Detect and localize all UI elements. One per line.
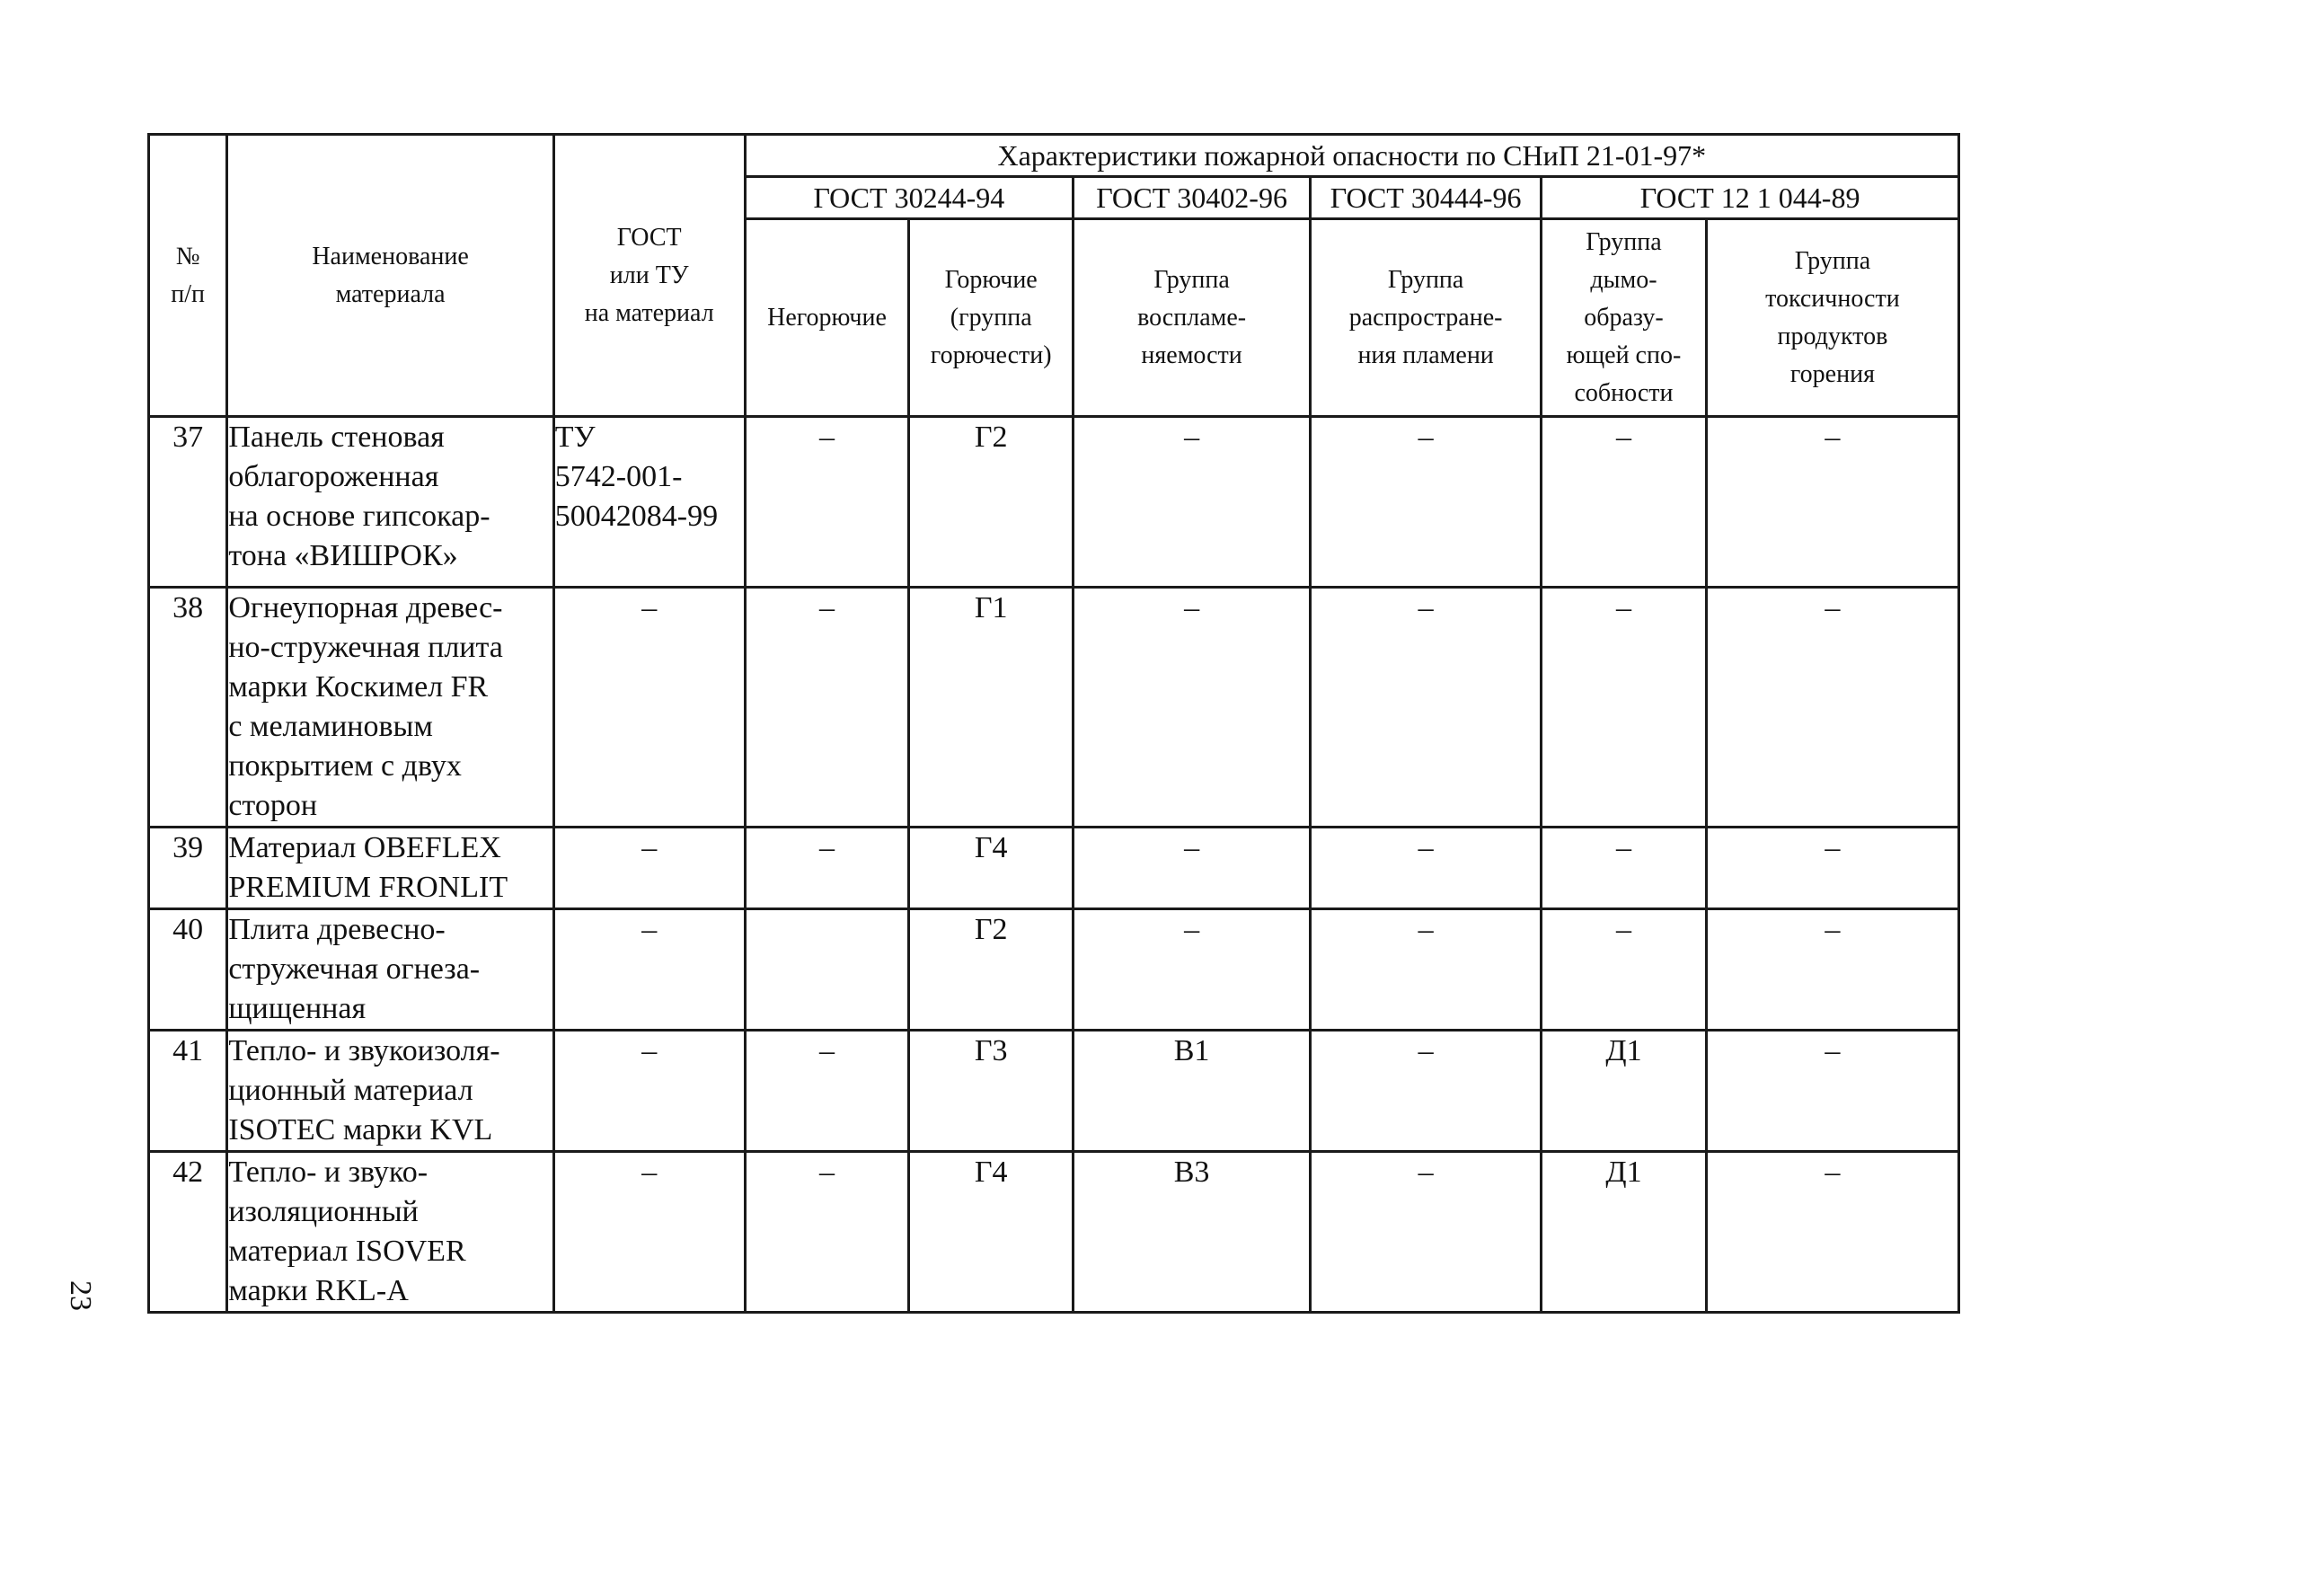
- table-row: [149, 1152, 1959, 1313]
- row-toxicity: –: [1706, 588, 1958, 828]
- header-num: № п/п: [149, 135, 227, 417]
- row-gost: –: [553, 1031, 745, 1152]
- row-smoke: Д1: [1542, 1152, 1707, 1313]
- row-noncombustible: –: [745, 1152, 909, 1313]
- page-number: 23: [64, 1280, 97, 1311]
- table-row: [149, 909, 1959, 1031]
- row-smoke: –: [1542, 828, 1707, 909]
- table-row: [149, 417, 1959, 588]
- row-ignitability: В1: [1074, 1031, 1311, 1152]
- row-material-name: Плита древесно- стружечная огнеза- щищенная: [227, 909, 553, 1031]
- header-toxicity: Группа токсичности продуктов горения: [1706, 219, 1958, 417]
- row-toxicity: –: [1706, 417, 1958, 588]
- header-noncombustible: Негорючие: [745, 219, 909, 417]
- header-name: Наименование материала: [227, 135, 553, 417]
- row-material-name: Тепло- и звуко- изоляционный материал ISOVER марки RKL-A: [227, 1152, 553, 1313]
- row-smoke: –: [1542, 909, 1707, 1031]
- row-num: 40: [149, 909, 227, 1031]
- header-smoke: Группа дымо- образу- ющей спо- собности: [1542, 219, 1707, 417]
- row-flame-spread: –: [1311, 1031, 1542, 1152]
- header-group-title: Характеристики пожарной опасности по СНиП 21-01-97*: [745, 135, 1958, 177]
- header-standard: ГОСТ 30402-96: [1074, 177, 1311, 219]
- header-gost: ГОСТ или ТУ на материал: [553, 135, 745, 417]
- row-num: 37: [149, 417, 227, 588]
- row-noncombustible: –: [745, 828, 909, 909]
- row-toxicity: –: [1706, 1031, 1958, 1152]
- row-flame-spread: –: [1311, 1152, 1542, 1313]
- row-noncombustible: –: [745, 417, 909, 588]
- row-smoke: –: [1542, 588, 1707, 828]
- row-combustible: Г1: [909, 588, 1074, 828]
- row-ignitability: –: [1074, 417, 1311, 588]
- header-combustible: Горючие (группа горючести): [909, 219, 1074, 417]
- row-material-name: Материал OBEFLEX PREMIUM FRONLIT: [227, 828, 553, 909]
- row-flame-spread: –: [1311, 417, 1542, 588]
- row-num: 39: [149, 828, 227, 909]
- row-combustible: Г4: [909, 828, 1074, 909]
- row-gost: –: [553, 909, 745, 1031]
- row-num: 42: [149, 1152, 227, 1313]
- row-smoke: Д1: [1542, 1031, 1707, 1152]
- header-standard: ГОСТ 30444-96: [1311, 177, 1542, 219]
- row-ignitability: –: [1074, 909, 1311, 1031]
- row-combustible: Г2: [909, 417, 1074, 588]
- row-combustible: Г4: [909, 1152, 1074, 1313]
- row-num: 38: [149, 588, 227, 828]
- row-flame-spread: –: [1311, 828, 1542, 909]
- row-toxicity: –: [1706, 909, 1958, 1031]
- row-gost: –: [553, 1152, 745, 1313]
- fire-hazard-table: [147, 133, 1960, 1314]
- row-flame-spread: –: [1311, 909, 1542, 1031]
- row-toxicity: –: [1706, 828, 1958, 909]
- row-smoke: –: [1542, 417, 1707, 588]
- row-flame-spread: –: [1311, 588, 1542, 828]
- table-row: [149, 1031, 1959, 1152]
- row-noncombustible: [745, 909, 909, 1031]
- header-standard: ГОСТ 30244-94: [745, 177, 1073, 219]
- row-ignitability: –: [1074, 588, 1311, 828]
- table-row: [149, 828, 1959, 909]
- row-gost: ТУ 5742-001- 50042084-99: [553, 417, 745, 588]
- row-material-name: Панель стеновая облагороженная на основе гипсокар- тона «ВИШРОК»: [227, 417, 553, 588]
- row-noncombustible: –: [745, 1031, 909, 1152]
- row-num: 41: [149, 1031, 227, 1152]
- row-gost: –: [553, 588, 745, 828]
- row-material-name: Огнеупорная древес- но-стружечная плита марки Коскимел FR с меламиновым покрытием с двух сторон: [227, 588, 553, 828]
- row-gost: –: [553, 828, 745, 909]
- row-material-name: Тепло- и звукоизоля- ционный материал ISOTEC марки KVL: [227, 1031, 553, 1152]
- table-row: [149, 588, 1959, 828]
- row-combustible: Г2: [909, 909, 1074, 1031]
- row-ignitability: В3: [1074, 1152, 1311, 1313]
- row-ignitability: –: [1074, 828, 1311, 909]
- header-flame-spread: Группа распростране- ния пламени: [1311, 219, 1542, 417]
- row-noncombustible: –: [745, 588, 909, 828]
- header-ignitability: Группа воспламе- няемости: [1074, 219, 1311, 417]
- row-toxicity: –: [1706, 1152, 1958, 1313]
- header-standard: ГОСТ 12 1 044-89: [1542, 177, 1959, 219]
- row-combustible: Г3: [909, 1031, 1074, 1152]
